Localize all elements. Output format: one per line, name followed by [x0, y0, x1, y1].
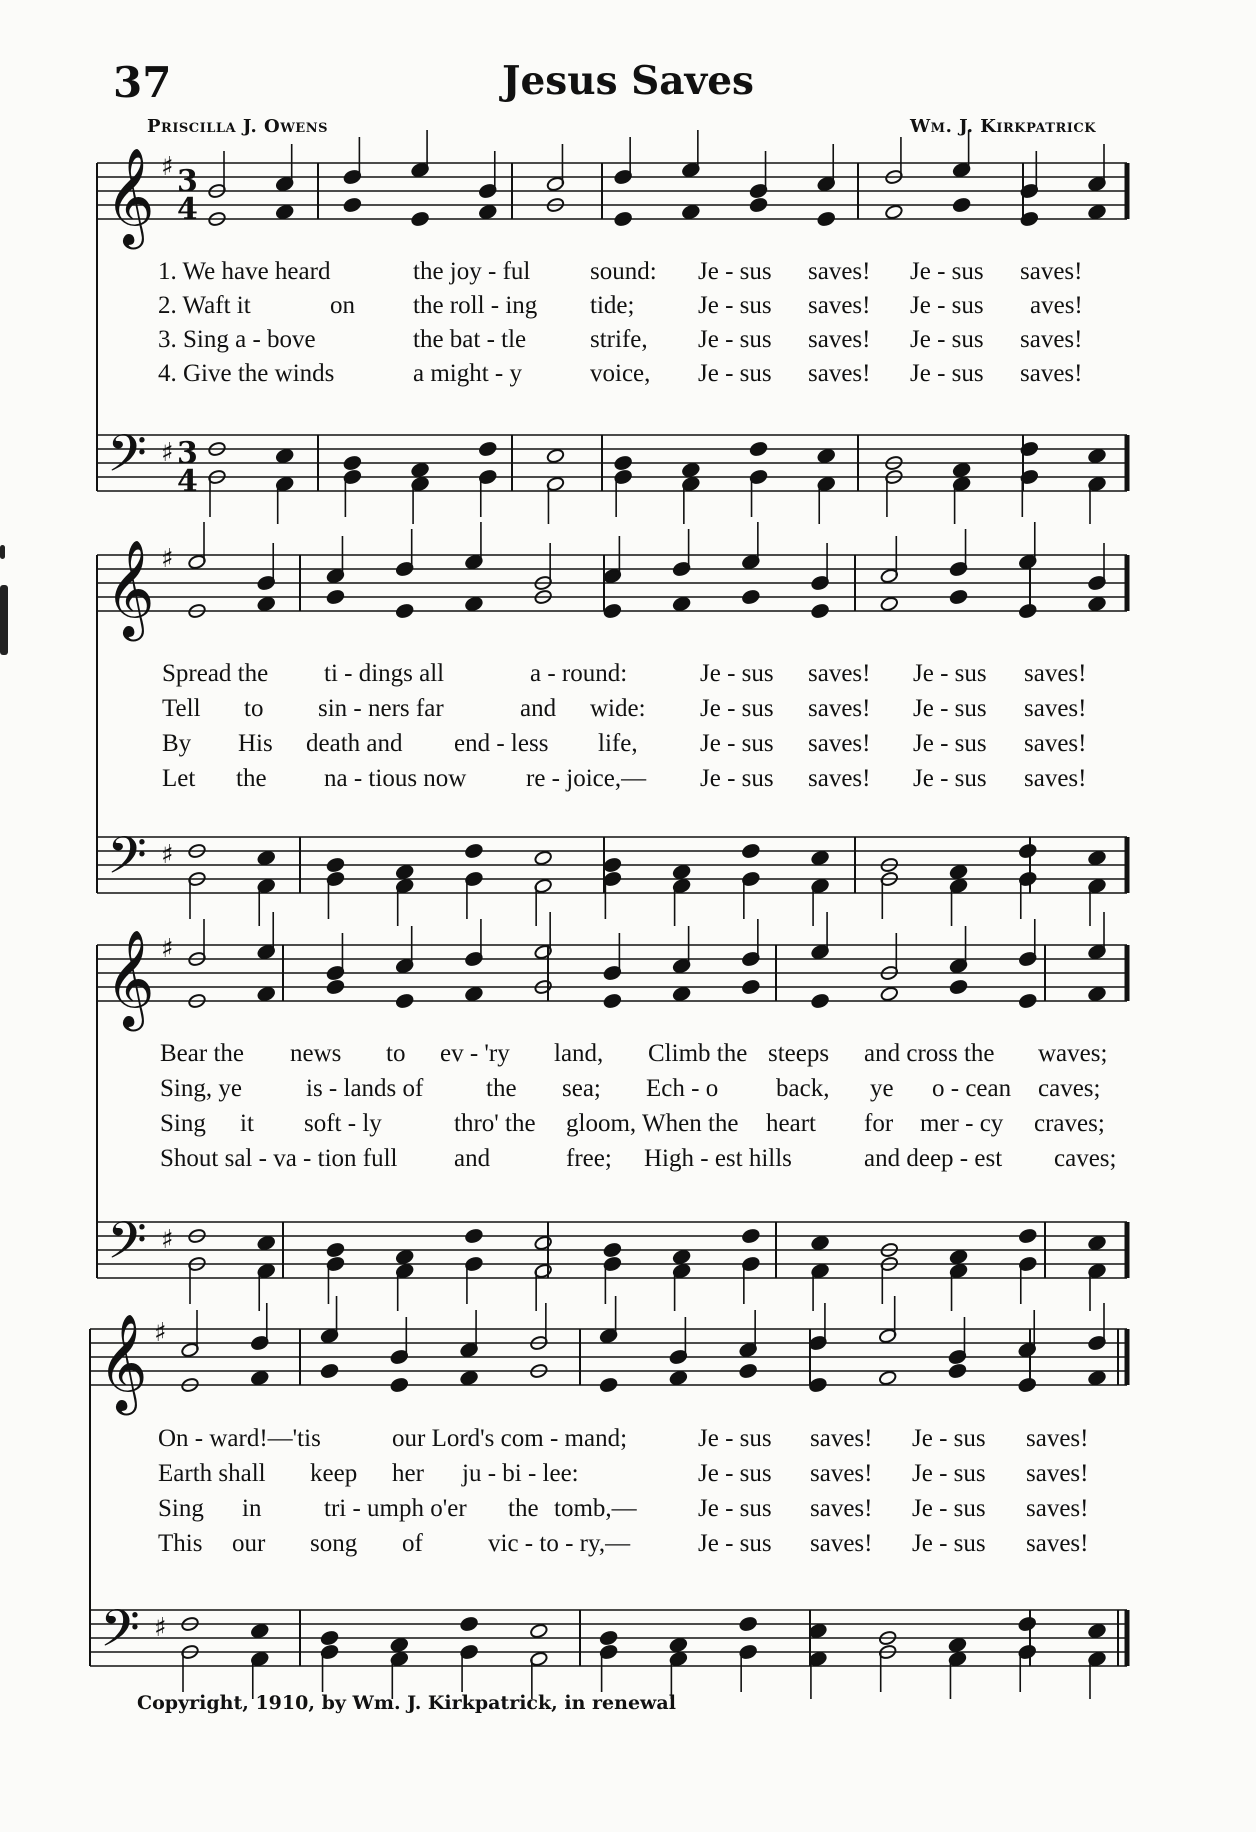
notehead	[681, 462, 700, 478]
notehead	[880, 986, 899, 1002]
notehead	[672, 986, 691, 1002]
notehead	[464, 1228, 483, 1244]
notehead	[811, 993, 830, 1009]
lyric-line: Sing in tri - umph o'er the tomb,— Je - sus saves! Je - sus saves!	[158, 1495, 1089, 1522]
notehead	[880, 596, 899, 612]
bass-clef: 𝄢	[107, 1210, 147, 1283]
bass-clef: 𝄢	[107, 825, 147, 898]
notehead	[343, 197, 362, 213]
notehead	[257, 986, 276, 1002]
notehead	[534, 1235, 553, 1251]
composer-credit: Wm. J. Kirkpatrick	[909, 116, 1096, 137]
notehead	[739, 1616, 758, 1632]
notehead	[546, 448, 565, 464]
notehead	[326, 979, 345, 995]
key-sharp: ♯	[161, 934, 174, 964]
notehead	[949, 1249, 968, 1265]
hymn-title: Jesus Saves	[502, 58, 754, 104]
lyric-line: Bear the news to ev - 'ry land, Climb the steeps and cross the waves;	[160, 1040, 1108, 1067]
notehead	[739, 1363, 758, 1379]
notehead	[1088, 596, 1107, 612]
notehead	[614, 211, 633, 227]
key-sharp: ♯	[161, 840, 174, 870]
notehead	[395, 993, 414, 1009]
notehead	[395, 603, 414, 619]
notehead	[326, 1242, 345, 1258]
bass-clef: 𝄢	[107, 423, 147, 496]
notehead	[250, 1623, 269, 1639]
notehead	[741, 589, 760, 605]
lyric-line: 1. We have heard the joy - ful sound: Je - sus saves! Je - sus saves!	[158, 258, 1083, 285]
notehead	[952, 197, 971, 213]
notehead	[1088, 204, 1107, 220]
key-sharp: ♯	[161, 544, 174, 574]
notehead	[460, 1370, 479, 1386]
notehead	[948, 1637, 967, 1653]
lyric-line: This our song of vic - to - ry,— Je - sus saves! Je - sus saves!	[158, 1530, 1089, 1557]
notehead	[603, 603, 622, 619]
notehead	[395, 864, 414, 880]
lyric-line: Let the na - tious now re - joice,— Je - sus saves! Je - sus saves!	[162, 765, 1087, 792]
notehead	[460, 1616, 479, 1632]
notehead	[343, 455, 362, 471]
notehead	[741, 1228, 760, 1244]
notehead	[275, 204, 294, 220]
lyric-line: 3. Sing a - bove the bat - tle strife, Je - sus saves! Je - sus saves!	[158, 326, 1083, 353]
scan-edge-mark	[0, 585, 8, 655]
notehead	[817, 211, 836, 227]
notehead	[808, 1623, 827, 1639]
lyric-line: Sing, ye is - lands of the sea; Ech - o back, ye o - cean caves;	[160, 1075, 1101, 1102]
key-sharp: ♯	[161, 152, 174, 182]
time-signature: 4	[177, 192, 198, 227]
notehead	[326, 857, 345, 873]
lyric-line: Shout sal - va - tion full and free; High - est hills and deep - est caves;	[160, 1145, 1117, 1172]
notehead	[603, 1242, 622, 1258]
notehead	[749, 441, 768, 457]
notehead	[1088, 986, 1107, 1002]
notehead	[949, 589, 968, 605]
lyric-line: By His death and end - less life, Je - sus saves! Je - sus saves!	[162, 730, 1087, 757]
treble-clef: 𝄞	[105, 539, 155, 637]
notehead	[808, 1377, 827, 1393]
notehead	[250, 1370, 269, 1386]
notehead	[320, 1363, 339, 1379]
notehead	[811, 850, 830, 866]
notehead	[464, 843, 483, 859]
notehead	[599, 1630, 618, 1646]
notehead	[948, 1363, 967, 1379]
lyric-line: Spread the ti - dings all a - round: Je - sus saves! Je - sus saves!	[162, 660, 1087, 687]
notehead	[949, 979, 968, 995]
notehead	[599, 1377, 618, 1393]
notehead	[1018, 1616, 1037, 1632]
notehead	[878, 1370, 897, 1386]
notehead	[257, 850, 276, 866]
time-signature: 3	[177, 436, 198, 471]
notehead	[411, 211, 430, 227]
notehead	[478, 441, 497, 457]
notehead	[811, 1235, 830, 1251]
notehead	[741, 843, 760, 859]
notehead	[817, 448, 836, 464]
lyric-line: Earth shall keep her ju - bi - lee: Je - sus saves! Je - sus saves!	[158, 1460, 1089, 1487]
lyricist-credit: Priscilla J. Owens	[147, 116, 328, 137]
lyric-line: 2. Waft it on the roll - ing tide; Je - sus saves! Je - sus aves!	[158, 292, 1083, 319]
notehead	[320, 1630, 339, 1646]
notehead	[1088, 1623, 1107, 1639]
lyric-line: On - ward!—'tis our Lord's com - mand; Je - sus saves! Je - sus saves!	[158, 1425, 1089, 1452]
notehead	[464, 986, 483, 1002]
notehead	[464, 596, 483, 612]
notehead	[949, 864, 968, 880]
notehead	[1018, 1377, 1037, 1393]
notehead	[1018, 603, 1037, 619]
notehead	[669, 1637, 688, 1653]
notehead	[614, 455, 633, 471]
notehead	[1088, 448, 1107, 464]
notehead	[952, 462, 971, 478]
notehead	[1088, 1235, 1107, 1251]
notehead	[681, 204, 700, 220]
notehead	[395, 1249, 414, 1265]
lyric-line: 4. Give the winds a might - y voice, Je - sus saves! Je - sus saves!	[158, 360, 1083, 387]
key-sharp: ♯	[161, 438, 174, 468]
notehead	[257, 596, 276, 612]
treble-clef: 𝄞	[105, 147, 155, 245]
notehead	[275, 448, 294, 464]
notehead	[326, 589, 345, 605]
notehead	[411, 462, 430, 478]
time-signature: 4	[177, 464, 198, 499]
treble-clef: 𝄞	[105, 929, 155, 1027]
notehead	[741, 979, 760, 995]
key-sharp: ♯	[161, 1225, 174, 1255]
notehead	[390, 1377, 409, 1393]
notehead	[603, 993, 622, 1009]
key-sharp: ♯	[154, 1613, 167, 1643]
notehead	[884, 204, 903, 220]
time-signature: 3	[177, 164, 198, 199]
notehead	[811, 603, 830, 619]
lyric-line: Sing it soft - ly thro' the gloom, When the heart for mer - cy craves;	[160, 1110, 1105, 1137]
notehead	[390, 1637, 409, 1653]
notehead	[1018, 1228, 1037, 1244]
notehead	[672, 864, 691, 880]
copyright-notice: Copyright, 1910, by Wm. J. Kirkpatrick, in renewal	[137, 1692, 676, 1714]
notehead	[672, 1249, 691, 1265]
notehead	[669, 1370, 688, 1386]
notehead	[529, 1623, 548, 1639]
notehead	[1088, 1370, 1107, 1386]
notehead	[603, 857, 622, 873]
notehead	[1018, 993, 1037, 1009]
notehead	[257, 1235, 276, 1251]
treble-clef: 𝄞	[98, 1313, 148, 1411]
hymn-number: 37	[113, 58, 172, 107]
bass-clef: 𝄢	[100, 1598, 140, 1671]
notehead	[1088, 850, 1107, 866]
notehead	[1018, 843, 1037, 859]
notehead	[534, 850, 553, 866]
lyric-line: Tell to sin - ners far and wide: Je - sus saves! Je - sus saves!	[162, 695, 1087, 722]
key-sharp: ♯	[154, 1318, 167, 1348]
scan-edge-mark	[0, 545, 5, 559]
notehead	[749, 197, 768, 213]
notehead	[672, 596, 691, 612]
notehead	[478, 204, 497, 220]
